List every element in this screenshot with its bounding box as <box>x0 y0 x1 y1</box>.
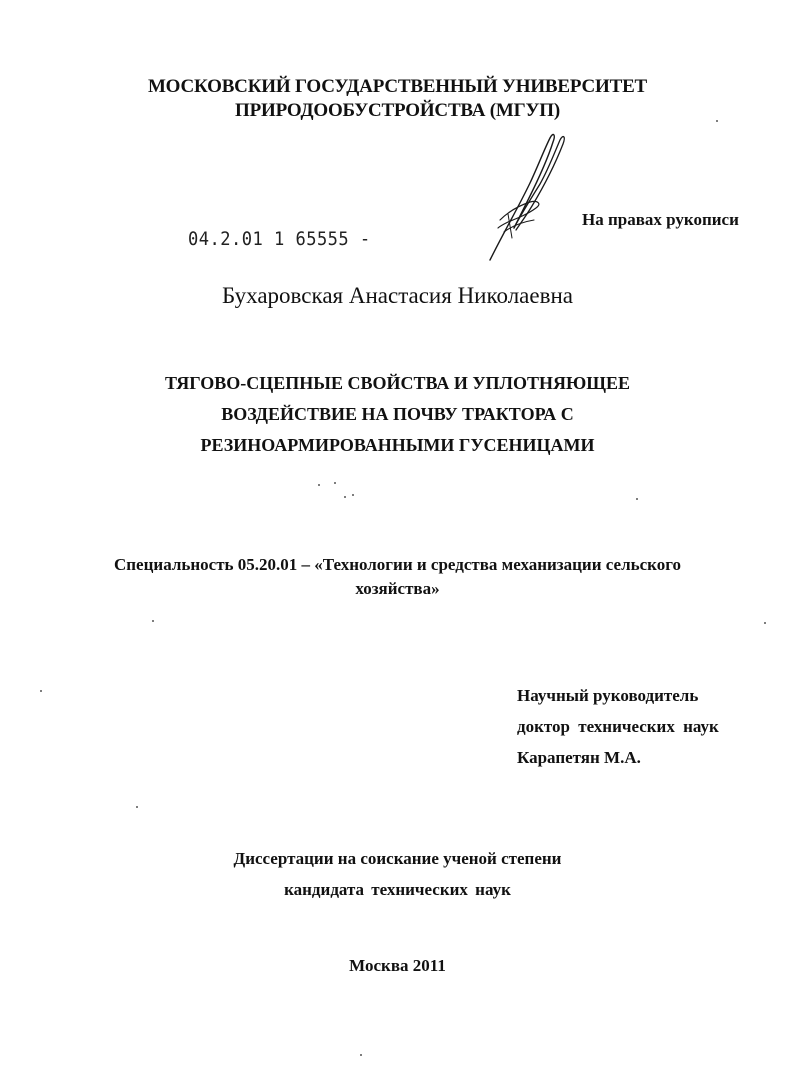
specialty-line2: хозяйства» <box>355 579 440 598</box>
supervisor-name: Карапетян М.А. <box>517 748 641 767</box>
specialty-line1: Специальность 05.20.01 – «Технологии и средства механизации сельского <box>113 555 682 574</box>
rights-label: На правах рукописи <box>582 210 739 229</box>
scan-speck <box>352 494 354 496</box>
dissertation-line1: Диссертации на соискание ученой степени <box>233 849 562 868</box>
university-name-line1: МОСКОВСКИЙ ГОСУДАРСТВЕННЫЙ УНИВЕРСИТЕТ <box>147 76 648 97</box>
scan-speck <box>318 484 320 486</box>
scan-speck <box>344 496 346 498</box>
thesis-title-line3: РЕЗИНОАРМИРОВАННЫМИ ГУСЕНИЦАМИ <box>200 435 595 455</box>
supervisor-role: Научный руководитель <box>517 686 699 705</box>
scan-speck <box>40 690 42 692</box>
scan-speck <box>764 622 766 624</box>
university-header <box>0 75 795 123</box>
thesis-title-line2: ВОЗДЕЙСТВИЕ НА ПОЧВУ ТРАКТОРА С <box>221 404 574 424</box>
specialty-block <box>0 553 795 601</box>
scan-speck <box>636 498 638 500</box>
scan-speck <box>334 482 336 484</box>
city-year: Москва 2011 <box>349 956 446 975</box>
supervisor-block <box>517 680 719 773</box>
scan-speck <box>716 120 718 122</box>
author-name: Бухаровская Анастасия Николаевна <box>222 283 573 308</box>
dissertation-line2: кандидата технических наук <box>284 880 511 899</box>
signature-icon <box>478 128 588 266</box>
scan-speck <box>152 620 154 622</box>
dissertation-block <box>0 843 795 905</box>
supervisor-degree: доктор технических наук <box>517 717 719 736</box>
thesis-title-line1: ТЯГОВО-СЦЕПНЫЕ СВОЙСТВА И УПЛОТНЯЮЩЕЕ <box>164 373 631 393</box>
scan-speck <box>136 806 138 808</box>
archive-stamp-number: 04.2.01 1 65555 - <box>188 228 371 250</box>
scan-speck <box>360 1054 362 1056</box>
thesis-title <box>0 368 795 461</box>
university-name-line2: ПРИРОДООБУСТРОЙСТВА (МГУП) <box>235 100 560 121</box>
